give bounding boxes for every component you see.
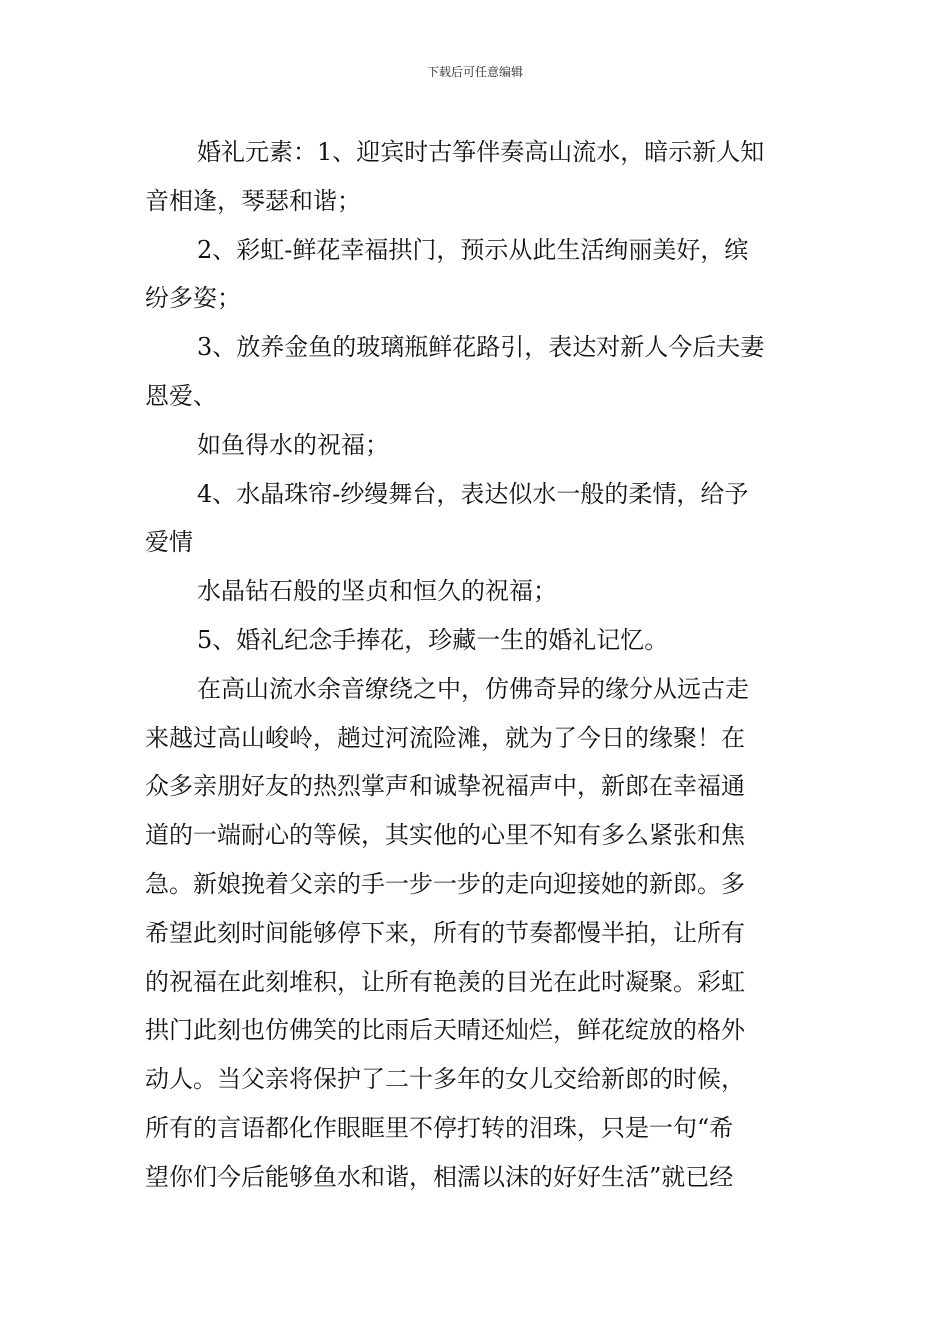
text-line: 来越过高山峻岭，趟过河流险滩，就为了今日的缘聚！在 bbox=[145, 723, 745, 752]
text-line: 所有的言语都化作眼眶里不停打转的泪珠，只是一句“希 bbox=[145, 1113, 734, 1142]
text-line: 4、水晶珠帘-纱缦舞台，表达似水一般的柔情，给予 bbox=[197, 479, 749, 508]
text-line: 在高山流水余音缭绕之中，仿佛奇异的缘分从远古走 bbox=[197, 674, 749, 703]
text-line: 动人。当父亲将保护了二十多年的女儿交给新郎的时候， bbox=[145, 1065, 745, 1094]
text-line: 5、婚礼纪念手捧花，珍藏一生的婚礼记忆。 bbox=[197, 625, 669, 654]
text-line: 望你们今后能够鱼水和谐，相濡以沫的好好生活”就已经 bbox=[145, 1162, 734, 1191]
text-line: 爱情 bbox=[145, 528, 193, 557]
text-line: 希望此刻时间能够停下来，所有的节奏都慢半拍，让所有 bbox=[145, 918, 745, 947]
text-line: 2、彩虹-鲜花幸福拱门，预示从此生活绚丽美好，缤 bbox=[197, 235, 749, 264]
text-line: 3、放养金鱼的玻璃瓶鲜花路引，表达对新人今后夫妻 bbox=[197, 333, 765, 362]
text-line: 众多亲朋好友的热烈掌声和诚挚祝福声中，新郎在幸福通 bbox=[145, 772, 745, 801]
text-line: 道的一端耐心的等候，其实他的心里不知有多么紧张和焦 bbox=[145, 821, 745, 850]
text-line: 的祝福在此刻堆积，让所有艳羡的目光在此时凝聚。彩虹 bbox=[145, 967, 745, 996]
text-line: 纷多姿； bbox=[145, 284, 241, 313]
text-line: 水晶钻石般的坚贞和恒久的祝福； bbox=[197, 577, 557, 606]
text-line: 恩爱、 bbox=[145, 381, 217, 410]
text-line: 拱门此刻也仿佛笑的比雨后天晴还灿烂，鲜花绽放的格外 bbox=[145, 1016, 745, 1045]
document-body bbox=[145, 128, 810, 1202]
text-line: 婚礼元素：1、迎宾时古筝伴奏高山流水，暗示新人知 bbox=[197, 138, 765, 166]
text-line: 急。新娘挽着父亲的手一步一步的走向迎接她的新郎。多 bbox=[145, 869, 745, 898]
text-line: 如鱼得水的祝福； bbox=[197, 430, 389, 459]
download-note: 下载后可任意编辑 bbox=[426, 65, 523, 79]
text-line: 音相逢，琴瑟和谐； bbox=[145, 186, 361, 215]
